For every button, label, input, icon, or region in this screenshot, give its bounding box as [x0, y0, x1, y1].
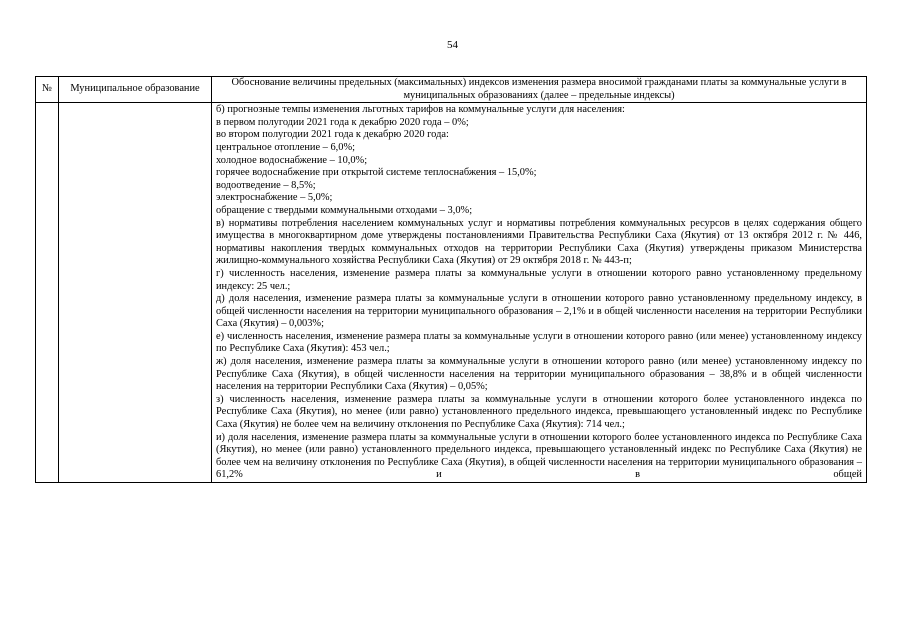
table-header-row [36, 77, 867, 103]
text-line: холодное водоснабжение – 10,0%; [216, 154, 368, 166]
table-row [36, 103, 867, 483]
tariff-justification-table [35, 76, 867, 483]
row-municipality-cell [59, 103, 212, 483]
paragraph-i: и) доля населения, изменение размера платы за коммунальные услуги в отношении которого более установленного индекса по Республике Саха (Якутия), но менее (или равно) установленного предельного индекса, превышающего установленный индекс по Республике Саха (Якутия) не более чем на величину отклонения по Республике Саха (Якутия), в общей численности населения на территории муниципального образования – 61,2% и в общей [216, 431, 862, 481]
page-number: 54 [447, 39, 458, 51]
text-line: б) прогнозные темпы изменения льготных тарифов на коммунальные услуги для населения: [216, 104, 625, 116]
paragraph-v: в) нормативы потребления населением коммунальных услуг и нормативы потребления коммунальных ресурсов в целях содержания общего имущества в многоквартирном доме утверждены постановлениями Правительства Республики Саха (Якутия) от 13 октября 2012 г. № 446, нормативы накопления твердых коммунальных отходов на территории Республики Саха (Якутия) утверждены приказом Министерства жилищно-коммунального хозяйства Республики Саха (Якутия) от 29 октября 2018 г. № 443-п; [216, 217, 862, 267]
text-line: водоотведение – 8,5%; [216, 179, 316, 191]
row-number-cell [36, 103, 59, 483]
text-line: центральное отопление – 6,0%; [216, 141, 355, 153]
header-municipality: Муниципальное образование [59, 77, 212, 103]
text-line: во втором полугодии 2021 года к декабрю 2020 года: [216, 129, 449, 141]
text-line: горячее водоснабжение при открытой системе теплоснабжения – 15,0%; [216, 167, 537, 179]
text-line: электроснабжение – 5,0%; [216, 192, 333, 204]
paragraph-g: г) численность населения, изменение размера платы за коммунальные услуги в отношении которого равно установленному предельному индексу: 25 чел.; [216, 267, 862, 292]
paragraph-z: з) численность населения, изменение размера платы за коммунальные услуги в отношении которого более установленного индекса по Республике Саха (Якутия), но менее (или равно) установленного предельного индекса, превышающего установленный индекс по Республике Саха (Якутия) не более чем на величину отклонения по Республике Саха (Якутия): 714 чел.; [216, 393, 862, 431]
text-line: в первом полугодии 2021 года к декабрю 2020 года – 0%; [216, 116, 469, 128]
paragraph-d: д) доля населения, изменение размера платы за коммунальные услуги в отношении которого равно установленному предельному индексу, в общей численности населения на территории муниципального образования – 2,1% и в общей численности населения на территории Республики Саха (Якутия) – 0,003%; [216, 293, 862, 330]
header-justification: Обоснование величины предельных (максимальных) индексов изменения размера вносимой гражданами платы за коммунальные услуги в муниципальных образованиях (далее – предельные индексы) [212, 77, 867, 103]
text-line: обращение с твердыми коммунальными отходами – 3,0%; [216, 204, 473, 216]
paragraph-e: е) численность населения, изменение размера платы за коммунальные услуги в отношении которого равно (или менее) установленному индексу по Республике Саха (Якутия): 453 чел.; [216, 330, 862, 355]
row-justification-cell [212, 103, 867, 483]
header-number: № [36, 77, 59, 103]
paragraph-zh: ж) доля населения, изменение размера платы за коммунальные услуги в отношении которого равно (или менее) установленному индексу по Республике Саха (Якутия), в общей численности населения на территории муниципального образования – 38,8% и в общей численности населения на территории Республики Саха (Якутия) – 0,05%; [216, 356, 862, 393]
